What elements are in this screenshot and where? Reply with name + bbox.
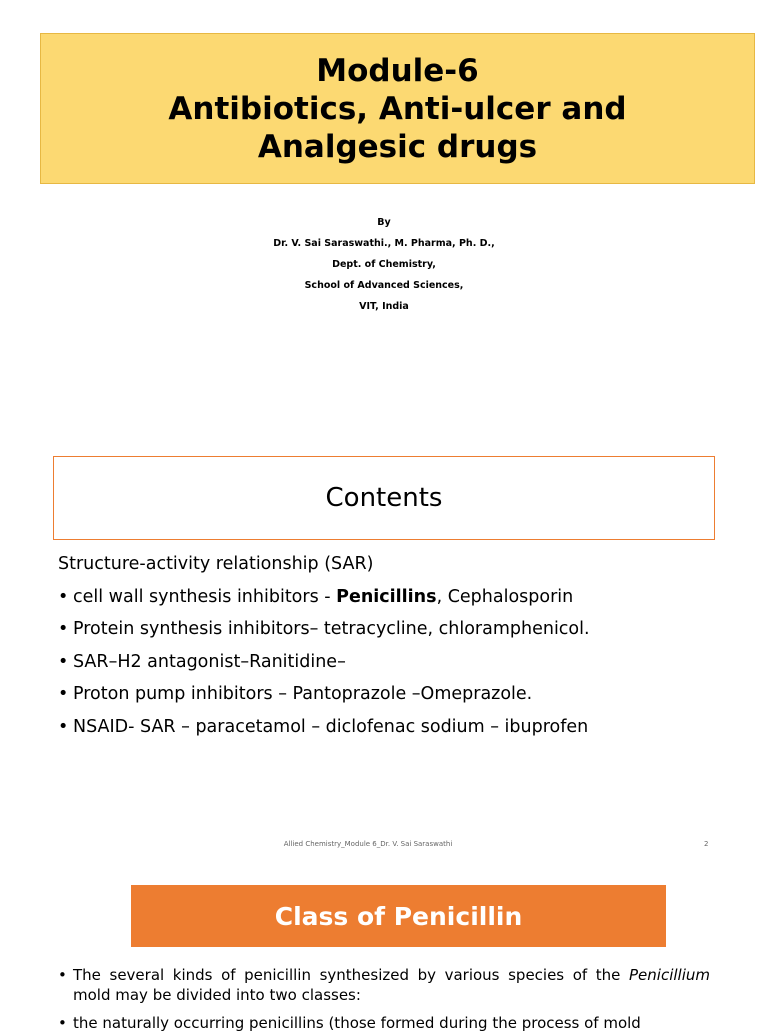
contents-list bbox=[58, 548, 738, 743]
contents-item-1 bbox=[58, 581, 738, 614]
para-italic-text: Penicillium bbox=[629, 966, 710, 984]
bullet-icon: • bbox=[58, 1014, 67, 1032]
contents-item-4 bbox=[58, 678, 738, 711]
byline-institution: VIT, India bbox=[359, 301, 409, 312]
item-text: Protein synthesis inhibitors– tetracycline, chloramphenicol. bbox=[73, 619, 590, 639]
title-line-1: Module-6 bbox=[316, 52, 479, 89]
contents-item-3 bbox=[58, 646, 738, 679]
author-byline bbox=[0, 212, 768, 317]
byline-school: School of Advanced Sciences, bbox=[304, 280, 464, 291]
contents-item-5 bbox=[58, 711, 738, 744]
paragraph-1 bbox=[58, 965, 710, 1005]
contents-heading: Contents bbox=[325, 483, 443, 513]
bullet-icon: • bbox=[58, 966, 67, 984]
bullet-icon: • bbox=[58, 586, 69, 607]
byline-dept: Dept. of Chemistry, bbox=[332, 259, 436, 270]
title-box bbox=[40, 33, 755, 184]
paragraph-text: the naturally occurring penicillins (those formed during the process of mold bbox=[73, 1014, 641, 1032]
paragraph-2 bbox=[58, 1013, 710, 1033]
item-text: SAR–H2 antagonist–Ranitidine– bbox=[73, 651, 346, 672]
title-line-3: Analgesic drugs bbox=[257, 128, 538, 165]
para-text-after: mold may be divided into two classes: bbox=[73, 986, 361, 1004]
bullet-icon: • bbox=[58, 651, 69, 672]
contents-item-2 bbox=[58, 613, 738, 646]
bullet-icon: • bbox=[58, 716, 69, 737]
item-text-after: , Cephalosporin bbox=[436, 586, 574, 607]
item-text: Proton pump inhibitors – Pantoprazole –Omeprazole. bbox=[73, 684, 533, 704]
item-bold-text: Penicillins bbox=[336, 586, 437, 607]
paragraph-text bbox=[73, 965, 710, 1005]
page-number: 2 bbox=[704, 840, 709, 848]
bullet-icon: • bbox=[58, 684, 69, 704]
contents-intro: Structure-activity relationship (SAR) bbox=[58, 554, 374, 574]
class-banner bbox=[131, 885, 666, 947]
class-heading: Class of Penicillin bbox=[274, 901, 523, 931]
slide-footer: Allied Chemistry_Module 6_Dr. V. Sai Saraswathi bbox=[283, 840, 453, 848]
bullet-icon: • bbox=[58, 619, 69, 639]
item-text: cell wall synthesis inhibitors - bbox=[73, 586, 337, 607]
para-text: The several kinds of penicillin synthesized by various species of the bbox=[73, 966, 630, 984]
byline-author: Dr. V. Sai Saraswathi., M. Pharma, Ph. D., bbox=[273, 238, 495, 249]
title-line-2: Antibiotics, Anti-ulcer and bbox=[168, 90, 627, 127]
item-text: NSAID- SAR – paracetamol – diclofenac sodium – ibuprofen bbox=[73, 716, 589, 737]
byline-by: By bbox=[377, 217, 391, 228]
contents-heading-box bbox=[53, 456, 715, 540]
